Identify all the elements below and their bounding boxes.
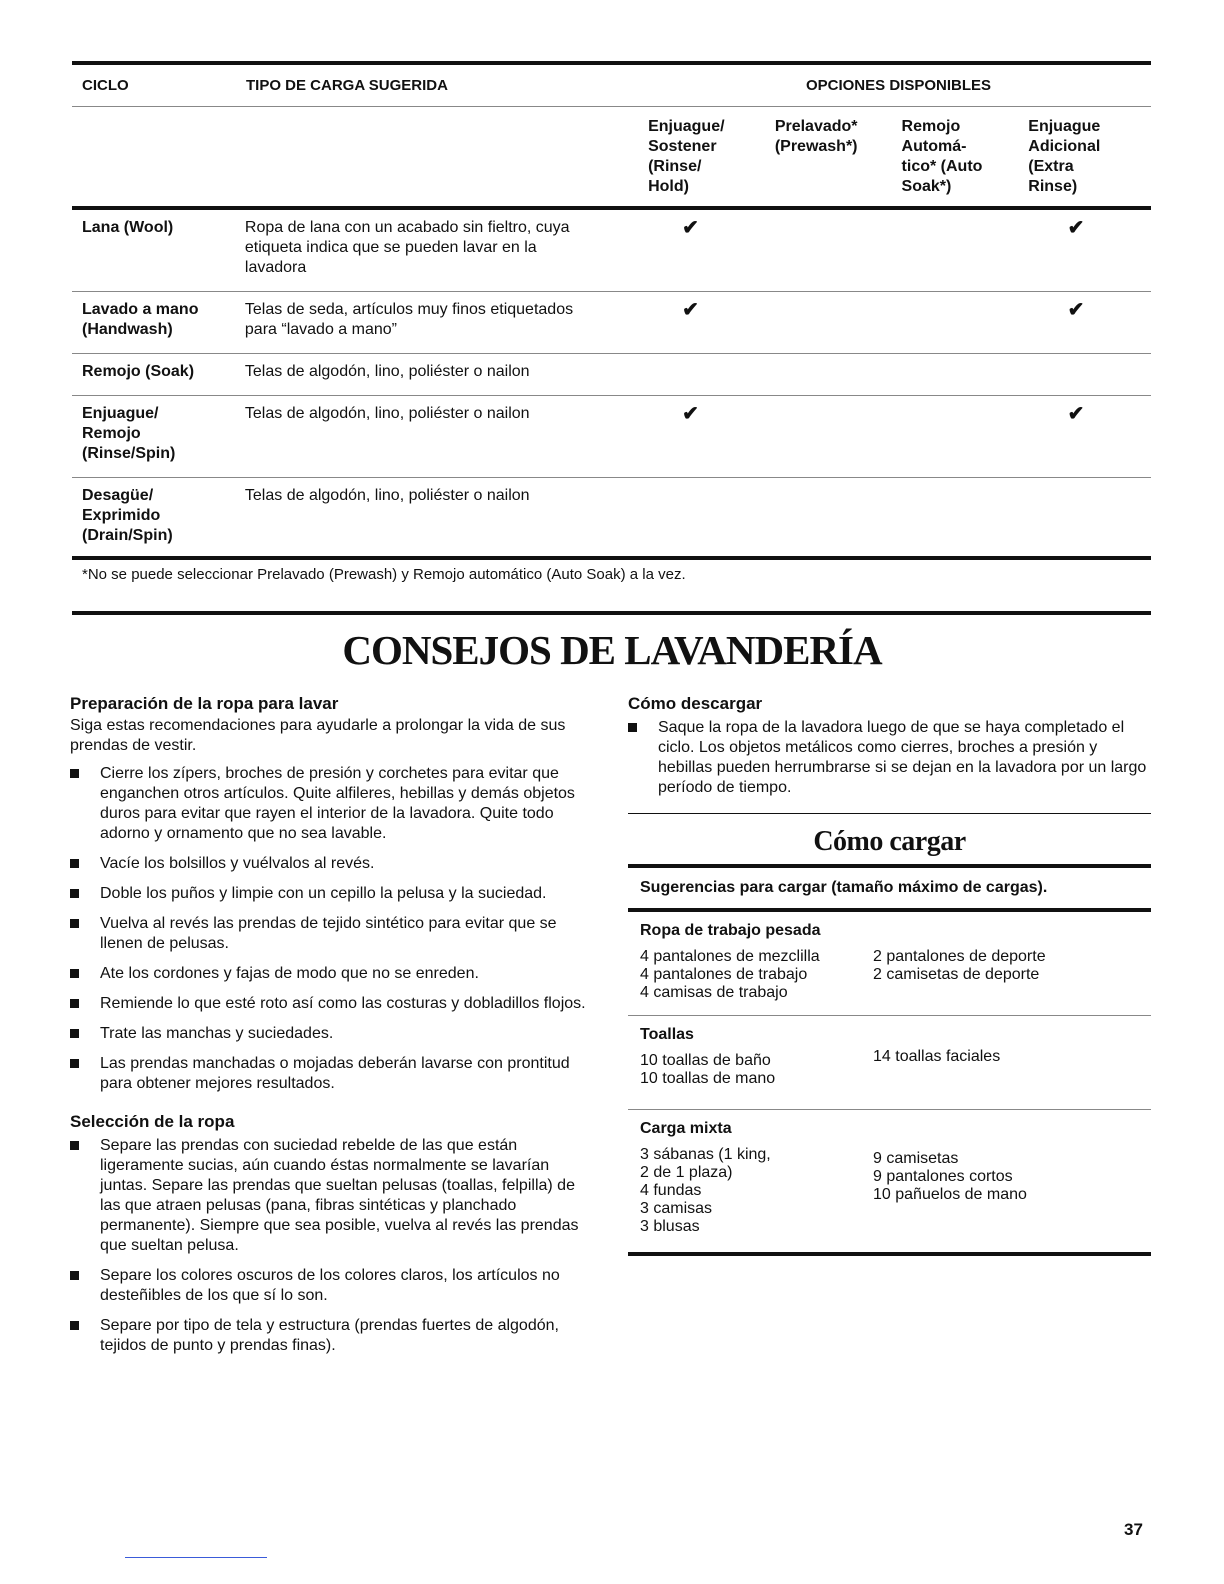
cycle-name-line: Enjuague/ xyxy=(82,405,159,422)
square-bullet-icon xyxy=(70,969,79,978)
loading-section-label: Carga mixta xyxy=(640,1120,732,1137)
option-header-line: Soak*) xyxy=(901,178,952,195)
unloading-item-text: Saque la ropa de la lavadora luego de que se haya completado el ciclo. Los objetos metálicos como cierres, broches a presión y hebillas pueden herrumbrarse si se dejan en la lavadora por un largo período de tiempo. xyxy=(658,719,1147,796)
loading-right-column xyxy=(873,1048,1151,1088)
cycle-name-line: (Rinse/Spin) xyxy=(82,445,176,462)
cycle-load-type xyxy=(235,486,642,556)
option-header-line: Automá- xyxy=(901,138,967,155)
preparation-item xyxy=(70,964,592,984)
cycle-name xyxy=(72,300,235,353)
cycle-row xyxy=(72,292,1151,354)
cycle-table-option-headers xyxy=(72,107,1151,210)
cycle-table-header xyxy=(72,65,1151,107)
preparation-heading: Preparación de la ropa para lavar xyxy=(70,694,339,713)
loading-left-column xyxy=(640,948,873,1002)
unloading-list xyxy=(628,718,1151,798)
option-header-line: Prelavado* xyxy=(774,118,858,135)
page-number: 37 xyxy=(1124,1520,1143,1539)
loading-item: 4 pantalones de trabajo xyxy=(640,966,808,983)
empty-option-cell xyxy=(897,404,1024,477)
square-bullet-icon xyxy=(70,769,79,778)
preparation-item xyxy=(70,764,592,844)
selection-item xyxy=(70,1266,592,1306)
preparation-item-text: Trate las manchas y suciedades. xyxy=(100,1025,334,1042)
empty-option-cell xyxy=(1024,486,1151,556)
checkmark-icon: ✔ xyxy=(1067,217,1085,239)
option-header-line: (Prewash*) xyxy=(774,138,858,155)
cycle-name-line: Lana (Wool) xyxy=(82,219,174,236)
loading-left-column xyxy=(640,1146,873,1236)
right-column xyxy=(628,694,1151,808)
loading-item: 14 toallas faciales xyxy=(873,1048,1001,1065)
unloading-item xyxy=(628,718,1151,798)
load-type-line: Telas de algodón, lino, poliéster o nailon xyxy=(244,363,530,380)
cycle-row xyxy=(72,478,1151,560)
loading-item: 4 fundas xyxy=(640,1182,702,1199)
preparation-item xyxy=(70,854,592,874)
square-bullet-icon xyxy=(70,859,79,868)
checkmark-icon: ✔ xyxy=(682,403,699,425)
loading-item: 2 camisetas de deporte xyxy=(873,966,1040,983)
load-type-line: Telas de seda, artículos muy finos etiquetados xyxy=(244,301,574,318)
cycle-name xyxy=(72,404,235,477)
loading-item: 3 blusas xyxy=(640,1218,700,1235)
loading-section xyxy=(628,1110,1151,1256)
cycle-table-footnote: *No se puede seleccionar Prelavado (Prewash) y Remojo automático (Auto Soak) a la vez. xyxy=(82,566,686,583)
empty-option-cell xyxy=(897,300,1024,353)
preparation-item xyxy=(70,914,592,954)
checkmark-icon: ✔ xyxy=(1067,299,1085,321)
checkmark-icon: ✔ xyxy=(1067,403,1085,425)
checkmark-icon: ✔ xyxy=(682,299,699,321)
selection-item xyxy=(70,1316,592,1356)
loading-table-heading: Sugerencias para cargar (tamaño máximo de cargas). xyxy=(628,868,1151,912)
loading-item: 2 pantalones de deporte xyxy=(873,948,1046,965)
selection-item-text: Separe las prendas con suciedad rebelde de las que están ligeramente sucias, aún cuando éstas normalmente se lavarían juntas. Separe las prendas que sueltan pelusas (toallas, felpilla) de las que atraen pelusas (pana, fibras sintéticas y planchado permanente). Siempre que sea posible, vuelva al revés las prendas que sueltan pelusa. xyxy=(100,1137,579,1254)
load-type-line: lavadora xyxy=(244,259,307,276)
cycle-load-type xyxy=(235,362,642,395)
cycle-row xyxy=(72,354,1151,396)
header-load-type: TIPO DE CARGA SUGERIDA xyxy=(246,77,448,94)
empty-option-cell xyxy=(769,362,896,395)
loading-item: 3 camisas xyxy=(640,1200,713,1217)
preparation-item xyxy=(70,994,592,1014)
preparation-item xyxy=(70,884,592,904)
empty-option-cell xyxy=(769,218,896,291)
cycle-name xyxy=(72,218,235,291)
square-bullet-icon xyxy=(70,1271,79,1280)
loading-section-label: Toallas xyxy=(640,1026,694,1043)
loading-right-column xyxy=(873,1150,1151,1236)
load-type-line: Telas de algodón, lino, poliéster o nailon xyxy=(244,487,530,504)
cycle-table-body xyxy=(72,210,1151,560)
cycle-name xyxy=(72,486,235,556)
preparation-intro: Siga estas recomendaciones para ayudarle a prolongar la vida de sus prendas de vestir. xyxy=(70,717,566,754)
loading-item: 10 toallas de mano xyxy=(640,1070,776,1087)
loading-section xyxy=(628,912,1151,1016)
load-type-line: etiqueta indica que se pueden lavar en la xyxy=(244,239,537,256)
option-header-line: Enjuague xyxy=(1028,118,1101,135)
cycle-name-line: Remojo xyxy=(82,425,141,442)
option-header-line: Remojo xyxy=(901,118,961,135)
preparation-item-text: Vuelva al revés las prendas de tejido sintético para evitar que se llenen de pelusas. xyxy=(100,915,557,952)
loading-right-column xyxy=(873,948,1151,1002)
preparation-item-text: Vacíe los bolsillos y vuélvalos al revés. xyxy=(100,855,375,872)
option-header-line: Rinse) xyxy=(1028,178,1078,195)
loading-section xyxy=(628,1016,1151,1110)
header-options: OPCIONES DISPONIBLES xyxy=(805,77,992,94)
footer-link-underline xyxy=(125,1557,267,1558)
preparation-item-text: Cierre los zípers, broches de presión y corchetes para evitar que enganchen otros artículos. Quite alfileres, hebillas y demás objetos duros para evitar que rayen el interior de la lavadora. Quite todo adorno y ornamento que no sea lavable. xyxy=(100,765,575,842)
square-bullet-icon xyxy=(70,999,79,1008)
cycle-name xyxy=(72,362,235,395)
preparation-item-text: Remiende lo que esté roto así como las costuras y dobladillos flojos. xyxy=(100,995,586,1012)
preparation-list xyxy=(70,764,592,1094)
cycle-row xyxy=(72,210,1151,292)
left-column xyxy=(70,694,592,1366)
preparation-item xyxy=(70,1054,592,1094)
loading-section-columns xyxy=(640,948,1151,1002)
preparation-item-text: Doble los puños y limpie con un cepillo la pelusa y la suciedad. xyxy=(100,885,547,902)
option-header-line: Sostener xyxy=(648,138,717,155)
cycle-load-type xyxy=(235,404,642,477)
option-header-1 xyxy=(771,117,898,206)
square-bullet-icon xyxy=(70,1059,79,1068)
cycle-row xyxy=(72,396,1151,478)
cycle-name-line: Remojo (Soak) xyxy=(82,363,195,380)
loading-left-column xyxy=(640,1052,873,1088)
square-bullet-icon xyxy=(70,1321,79,1330)
square-bullet-icon xyxy=(70,889,79,898)
cycle-name-line: Lavado a mano xyxy=(82,301,199,318)
loading-item: 3 sábanas (1 king, xyxy=(640,1146,771,1163)
option-header-3 xyxy=(1024,117,1151,206)
empty-option-cell xyxy=(769,404,896,477)
cycle-name-line: (Drain/Spin) xyxy=(82,527,173,544)
option-header-line: Enjuague/ xyxy=(648,118,725,135)
empty-option-cell xyxy=(1024,362,1151,395)
selection-list xyxy=(70,1136,592,1356)
cycle-name-line: (Handwash) xyxy=(82,321,173,338)
option-header-line: Hold) xyxy=(648,178,689,195)
cycle-options-table xyxy=(72,61,1151,560)
empty-option-cell xyxy=(642,362,769,395)
loading-section-columns xyxy=(640,1146,1151,1236)
loading-section-columns xyxy=(640,1048,1151,1088)
loading-item: 10 pañuelos de mano xyxy=(873,1186,1027,1203)
empty-option-cell xyxy=(769,300,896,353)
preparation-item xyxy=(70,1024,592,1044)
loading-item: 9 pantalones cortos xyxy=(873,1168,1013,1185)
load-type-line: Telas de algodón, lino, poliéster o nailon xyxy=(244,405,530,422)
square-bullet-icon xyxy=(70,1029,79,1038)
checkmark-icon: ✔ xyxy=(682,217,699,239)
loading-item: 4 pantalones de mezclilla xyxy=(640,948,820,965)
cycle-load-type xyxy=(235,300,642,353)
empty-option-cell xyxy=(642,486,769,556)
cycle-name-line: Desagüe/ xyxy=(82,487,154,504)
preparation-item-text: Las prendas manchadas o mojadas deberán lavarse con prontitud para obtener mejores resultados. xyxy=(100,1055,570,1092)
header-cycle: CICLO xyxy=(82,77,129,94)
loading-item: 4 camisas de trabajo xyxy=(640,984,788,1001)
page-title: CONSEJOS DE LAVANDERÍA xyxy=(342,627,882,673)
selection-item-text: Separe los colores oscuros de los colores claros, los artículos no desteñibles de los que sí lo son. xyxy=(100,1267,560,1304)
option-header-line: Adicional xyxy=(1028,138,1101,155)
square-bullet-icon xyxy=(628,723,637,732)
unloading-heading: Cómo descargar xyxy=(628,694,763,713)
preparation-item-text: Ate los cordones y fajas de modo que no se enreden. xyxy=(100,965,479,982)
loading-table xyxy=(628,864,1151,1256)
option-header-line: (Extra xyxy=(1028,158,1074,175)
empty-option-cell xyxy=(769,486,896,556)
loading-item: 9 camisetas xyxy=(873,1150,959,1167)
option-header-line: tico* (Auto xyxy=(901,158,983,175)
loading-title: Cómo cargar xyxy=(813,826,966,857)
selection-item xyxy=(70,1136,592,1256)
option-header-line: (Rinse/ xyxy=(648,158,702,175)
loading-item: 2 de 1 plaza) xyxy=(640,1164,733,1181)
loading-section-label: Ropa de trabajo pesada xyxy=(640,922,821,939)
option-header-0 xyxy=(644,117,771,206)
selection-item-text: Separe por tipo de tela y estructura (prendas fuertes de algodón, tejidos de punto y prendas finas). xyxy=(100,1317,559,1354)
load-type-line: para “lavado a mano” xyxy=(244,321,397,338)
square-bullet-icon xyxy=(70,1141,79,1150)
cycle-load-type xyxy=(235,218,642,291)
selection-heading: Selección de la ropa xyxy=(70,1112,235,1131)
empty-option-cell xyxy=(897,218,1024,291)
loading-item: 10 toallas de baño xyxy=(640,1052,771,1069)
square-bullet-icon xyxy=(70,919,79,928)
cycle-name-line: Exprimido xyxy=(82,507,161,524)
loading-table-body xyxy=(628,912,1151,1256)
load-type-line: Ropa de lana con un acabado sin fieltro, cuya xyxy=(244,219,570,236)
empty-option-cell xyxy=(897,486,1024,556)
option-header-2 xyxy=(898,117,1025,206)
empty-option-cell xyxy=(897,362,1024,395)
